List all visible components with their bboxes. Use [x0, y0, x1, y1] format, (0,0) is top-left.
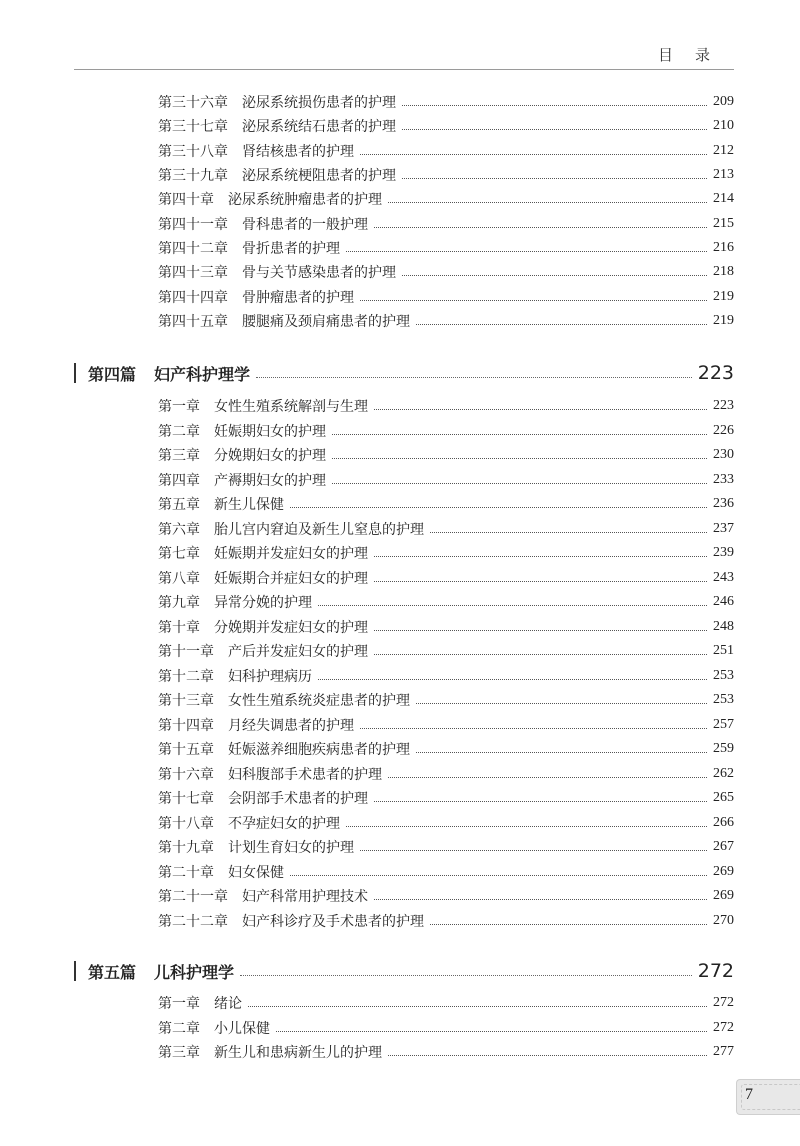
chapter-number: 第二章 — [158, 1021, 200, 1037]
chapter-title: 计划生育妇女的护理 — [228, 840, 354, 856]
leader-dots — [276, 1031, 707, 1032]
chapter-title: 胎儿宫内窘迫及新生儿窒息的护理 — [214, 522, 424, 538]
page-number: 237 — [713, 521, 734, 536]
chapter-number: 第七章 — [158, 546, 200, 562]
toc-entry[interactable] — [158, 188, 734, 210]
toc-entry[interactable] — [158, 140, 734, 162]
chapter-title: 新生儿和患病新生儿的护理 — [214, 1045, 382, 1061]
page-number: 266 — [713, 815, 734, 830]
leader-dots — [374, 899, 707, 900]
chapter-number: 第十七章 — [158, 791, 214, 807]
toc-entry[interactable] — [158, 286, 734, 308]
leader-dots — [360, 300, 707, 301]
chapter-number: 第四十三章 — [158, 265, 228, 281]
toc-entry[interactable] — [158, 420, 734, 442]
part-heading[interactable] — [74, 358, 734, 388]
leader-dots — [388, 202, 707, 203]
leader-dots — [332, 483, 707, 484]
toc-entry[interactable] — [158, 787, 734, 809]
page-number: 226 — [713, 423, 734, 438]
chapter-title: 泌尿系统梗阻患者的护理 — [242, 168, 396, 184]
leader-dots — [374, 654, 707, 655]
part-page-number: 223 — [697, 362, 734, 384]
leader-dots — [374, 409, 707, 410]
chapter-title: 骨折患者的护理 — [242, 241, 340, 257]
chapter-number: 第十六章 — [158, 767, 214, 783]
page-number: 270 — [713, 913, 734, 928]
chapter-number: 第十章 — [158, 620, 200, 636]
chapter-number: 第四章 — [158, 473, 200, 489]
chapter-number: 第三十九章 — [158, 168, 228, 184]
toc-entry[interactable] — [158, 493, 734, 515]
chapter-number: 第五章 — [158, 497, 200, 513]
toc-entry[interactable] — [158, 567, 734, 589]
chapter-number: 第三十八章 — [158, 144, 228, 160]
part-page-number: 272 — [697, 960, 734, 982]
page-number: 253 — [713, 668, 734, 683]
chapter-number: 第十八章 — [158, 816, 214, 832]
toc-entry[interactable] — [158, 714, 734, 736]
chapter-title: 新生儿保健 — [214, 497, 284, 513]
chapter-title: 妊娠期合并症妇女的护理 — [214, 571, 368, 587]
page-number: 272 — [713, 995, 734, 1010]
page-number: 259 — [713, 741, 734, 756]
toc-entry[interactable] — [158, 812, 734, 834]
leader-dots — [374, 227, 707, 228]
page-number: 219 — [713, 289, 734, 304]
chapter-title: 骨肿瘤患者的护理 — [242, 290, 354, 306]
toc-entry[interactable] — [158, 213, 734, 235]
leader-dots — [248, 1006, 707, 1007]
page-number: 253 — [713, 692, 734, 707]
chapter-title: 妊娠滋养细胞疾病患者的护理 — [228, 742, 410, 758]
chapter-title: 泌尿系统结石患者的护理 — [242, 119, 396, 135]
chapter-title: 会阴部手术患者的护理 — [228, 791, 368, 807]
page-number: 209 — [713, 94, 734, 109]
toc-entry[interactable] — [158, 665, 734, 687]
page-number: 246 — [713, 594, 734, 609]
leader-dots — [402, 275, 707, 276]
page-number: 262 — [713, 766, 734, 781]
page-number: 214 — [713, 191, 734, 206]
page-header-title: 目录 — [657, 46, 732, 64]
chapter-title: 女性生殖系统解剖与生理 — [214, 399, 368, 415]
chapter-title: 月经失调患者的护理 — [228, 718, 354, 734]
chapter-number: 第四十二章 — [158, 241, 228, 257]
part-label: 第四篇 — [88, 364, 137, 384]
chapter-number: 第八章 — [158, 571, 200, 587]
page-number: 210 — [713, 118, 734, 133]
toc-entry[interactable] — [158, 591, 734, 613]
toc-entry[interactable] — [158, 1017, 734, 1039]
page-number: 265 — [713, 790, 734, 805]
leader-dots — [402, 129, 707, 130]
toc-entry[interactable] — [158, 836, 734, 858]
chapter-number: 第十九章 — [158, 840, 214, 856]
part-marker-bar — [74, 961, 76, 981]
chapter-number: 第四十章 — [158, 192, 214, 208]
leader-dots — [256, 377, 692, 378]
chapter-number: 第二十一章 — [158, 889, 228, 905]
leader-dots — [318, 679, 707, 680]
toc-entry[interactable] — [158, 237, 734, 259]
page-number: 257 — [713, 717, 734, 732]
chapter-title: 妇产科诊疗及手术患者的护理 — [242, 914, 424, 930]
toc-entry[interactable] — [158, 310, 734, 332]
chapter-title: 泌尿系统肿瘤患者的护理 — [228, 192, 382, 208]
leader-dots — [416, 703, 707, 704]
chapter-number: 第二章 — [158, 424, 200, 440]
toc-entry[interactable] — [158, 616, 734, 638]
page-number: 212 — [713, 143, 734, 158]
chapter-number: 第三十六章 — [158, 95, 228, 111]
page-number: 218 — [713, 264, 734, 279]
toc-entry[interactable] — [158, 164, 734, 186]
leader-dots — [374, 581, 707, 582]
chapter-title: 妇女保健 — [228, 865, 284, 881]
toc-entry[interactable] — [158, 518, 734, 540]
page-number: 216 — [713, 240, 734, 255]
leader-dots — [402, 178, 707, 179]
chapter-title: 分娩期妇女的护理 — [214, 448, 326, 464]
leader-dots — [388, 1055, 707, 1056]
chapter-number: 第十四章 — [158, 718, 214, 734]
page-number: 230 — [713, 447, 734, 462]
chapter-number: 第九章 — [158, 595, 200, 611]
chapter-title: 绪论 — [214, 996, 242, 1012]
chapter-title: 妊娠期妇女的护理 — [214, 424, 326, 440]
leader-dots — [346, 826, 707, 827]
leader-dots — [416, 752, 707, 753]
header-rule — [74, 69, 734, 70]
part-heading[interactable] — [74, 956, 734, 986]
leader-dots — [240, 975, 692, 976]
chapter-number: 第一章 — [158, 399, 200, 415]
chapter-title: 妇科护理病历 — [228, 669, 312, 685]
chapter-number: 第十一章 — [158, 644, 214, 660]
page-number: 267 — [713, 839, 734, 854]
chapter-title: 异常分娩的护理 — [214, 595, 312, 611]
page-number: 236 — [713, 496, 734, 511]
page-number: 215 — [713, 216, 734, 231]
leader-dots — [360, 850, 707, 851]
leader-dots — [374, 630, 707, 631]
chapter-title: 妊娠期并发症妇女的护理 — [214, 546, 368, 562]
page-number: 272 — [713, 1020, 734, 1035]
leader-dots — [402, 105, 707, 106]
leader-dots — [290, 875, 707, 876]
chapter-number: 第四十四章 — [158, 290, 228, 306]
leader-dots — [388, 777, 707, 778]
toc-entry[interactable] — [158, 91, 734, 113]
page-number: 269 — [713, 888, 734, 903]
chapter-title: 肾结核患者的护理 — [242, 144, 354, 160]
page-number: 213 — [713, 167, 734, 182]
chapter-title: 小儿保健 — [214, 1021, 270, 1037]
page-number: 243 — [713, 570, 734, 585]
leader-dots — [430, 924, 707, 925]
chapter-title: 分娩期并发症妇女的护理 — [214, 620, 368, 636]
toc-entry[interactable] — [158, 910, 734, 932]
toc-entry[interactable] — [158, 738, 734, 760]
chapter-number: 第十五章 — [158, 742, 214, 758]
part-title: 妇产科护理学 — [154, 364, 251, 384]
chapter-title: 妇产科常用护理技术 — [242, 889, 368, 905]
chapter-title: 腰腿痛及颈肩痛患者的护理 — [242, 314, 410, 330]
part-label: 第五篇 — [88, 962, 137, 982]
toc-entry[interactable] — [158, 542, 734, 564]
leader-dots — [318, 605, 707, 606]
page-number: 269 — [713, 864, 734, 879]
leader-dots — [332, 458, 707, 459]
chapter-title: 妇科腹部手术患者的护理 — [228, 767, 382, 783]
leader-dots — [416, 324, 707, 325]
toc-entry[interactable] — [158, 444, 734, 466]
chapter-number: 第三章 — [158, 1045, 200, 1061]
page-number: 239 — [713, 545, 734, 560]
leader-dots — [332, 434, 707, 435]
chapter-title: 女性生殖系统炎症患者的护理 — [228, 693, 410, 709]
chapter-number: 第十三章 — [158, 693, 214, 709]
chapter-number: 第三章 — [158, 448, 200, 464]
toc-entry[interactable] — [158, 640, 734, 662]
toc-entry[interactable] — [158, 395, 734, 417]
chapter-number: 第四十五章 — [158, 314, 228, 330]
leader-dots — [290, 507, 707, 508]
toc-entry[interactable] — [158, 261, 734, 283]
chapter-number: 第六章 — [158, 522, 200, 538]
leader-dots — [374, 801, 707, 802]
chapter-number: 第三十七章 — [158, 119, 228, 135]
page-number-tab — [736, 1079, 800, 1115]
folio-number: 7 — [745, 1086, 753, 1103]
toc-entry[interactable] — [158, 885, 734, 907]
chapter-title: 骨科患者的一般护理 — [242, 217, 368, 233]
chapter-number: 第二十二章 — [158, 914, 228, 930]
chapter-number: 第四十一章 — [158, 217, 228, 233]
leader-dots — [374, 556, 707, 557]
toc-entry[interactable] — [158, 469, 734, 491]
toc-entry[interactable] — [158, 861, 734, 883]
page-number: 223 — [713, 398, 734, 413]
chapter-title: 不孕症妇女的护理 — [228, 816, 340, 832]
chapter-title: 产褥期妇女的护理 — [214, 473, 326, 489]
chapter-title: 产后并发症妇女的护理 — [228, 644, 368, 660]
chapter-title: 泌尿系统损伤患者的护理 — [242, 95, 396, 111]
part-title: 儿科护理学 — [154, 962, 235, 982]
leader-dots — [360, 154, 707, 155]
toc-entry[interactable] — [158, 992, 734, 1014]
page-number: 219 — [713, 313, 734, 328]
page-number: 233 — [713, 472, 734, 487]
leader-dots — [360, 728, 707, 729]
part-marker-bar — [74, 363, 76, 383]
leader-dots — [346, 251, 707, 252]
chapter-number: 第十二章 — [158, 669, 214, 685]
toc-entry[interactable] — [158, 1041, 734, 1063]
page-number: 277 — [713, 1044, 734, 1059]
leader-dots — [430, 532, 707, 533]
toc-entry[interactable] — [158, 115, 734, 137]
page-number: 248 — [713, 619, 734, 634]
page-number: 251 — [713, 643, 734, 658]
chapter-title: 骨与关节感染患者的护理 — [242, 265, 396, 281]
chapter-number: 第一章 — [158, 996, 200, 1012]
chapter-number: 第二十章 — [158, 865, 214, 881]
toc-entry[interactable] — [158, 763, 734, 785]
toc-entry[interactable] — [158, 689, 734, 711]
